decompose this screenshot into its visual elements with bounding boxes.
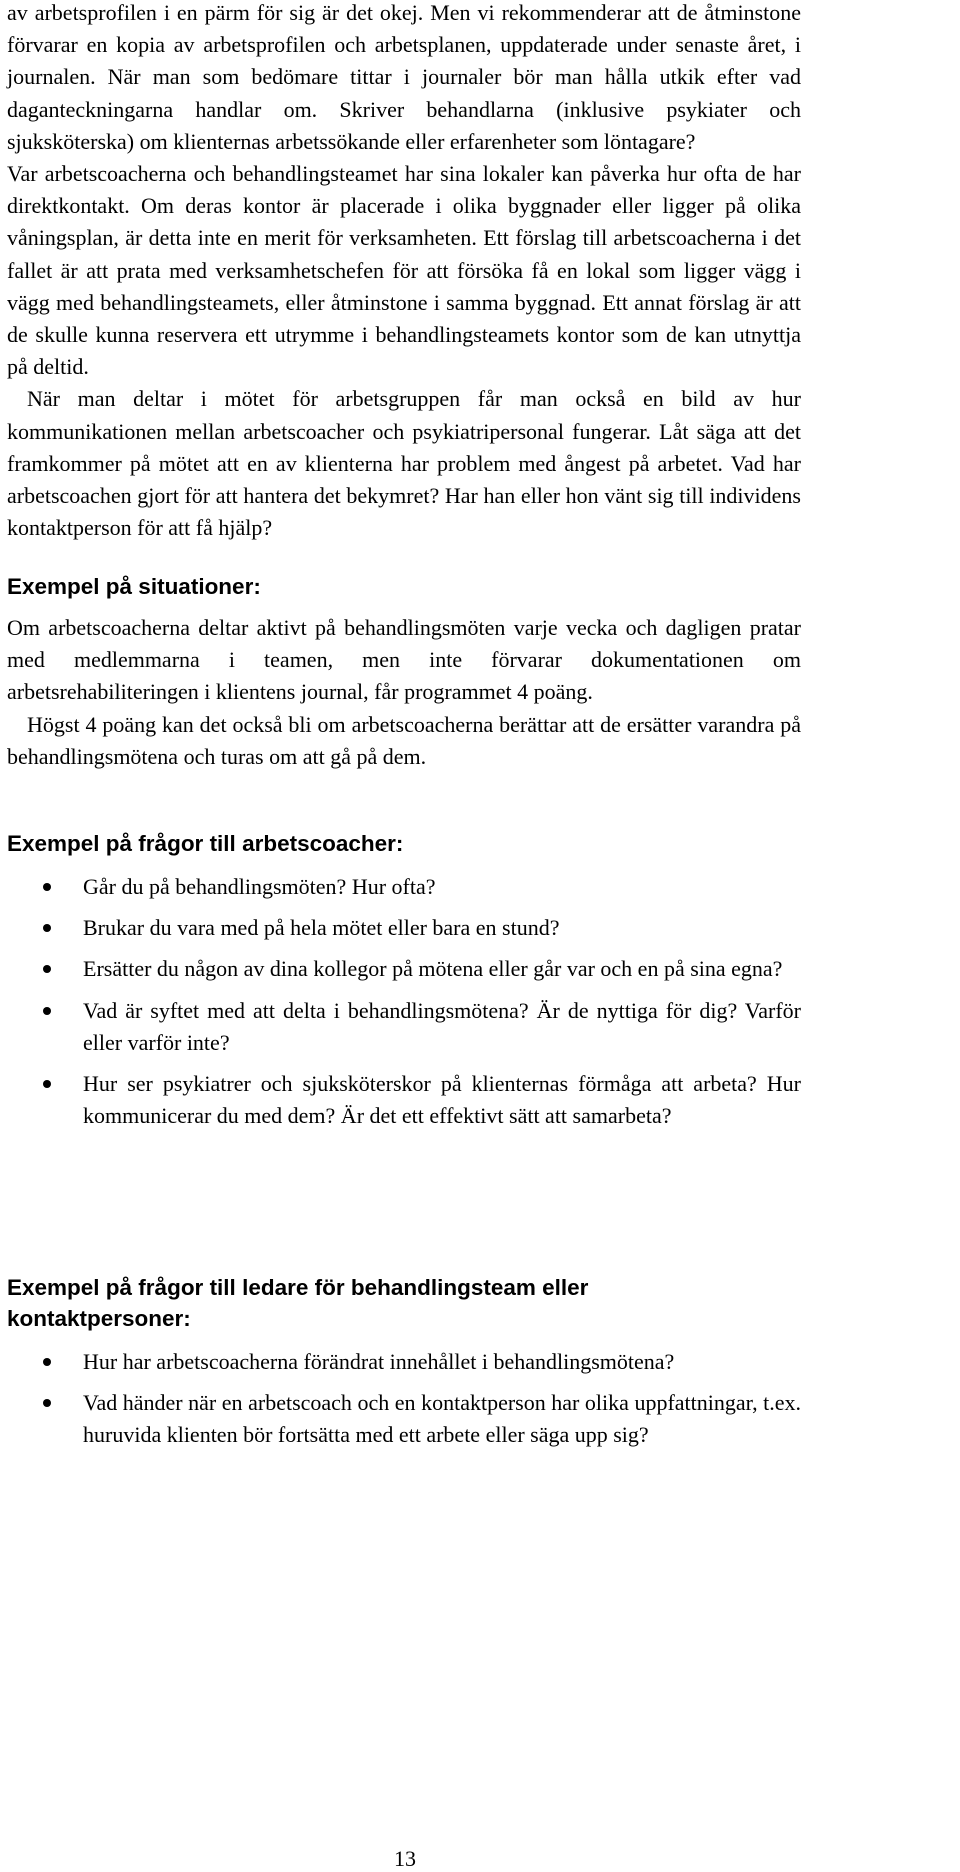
bullet-icon (43, 883, 51, 891)
situations-paragraph-1: Om arbetscoacherna deltar aktivt på behandlingsmöten varje vecka och dagligen pratar med medlemmarna i teamen, men inte förvarar dokumentationen om arbetsrehabiliteringen i klientens journal, får programmet 4 poäng. (7, 615, 801, 705)
coach-questions-heading: Exempel på frågor till arbetscoacher: (7, 831, 404, 856)
intro-text-4: När man deltar i mötet för arbetsgruppen får man också en bild av hur kommunikationen mellan arbetscoacher och psykiatripersonal fungerar. Låt säga att det framkommer på mötet att en av klienterna har problem med ångest på arbetet. Vad har arbetscoachen gjort för att hantera det bekymret? Har han eller hon vänt sig till individens kontaktperson för att få hjälp? (7, 386, 801, 541)
leader-questions-heading: Exempel på frågor till ledare för behandlingsteam eller kontaktpersoner: (7, 1275, 589, 1331)
bullet-icon (43, 965, 51, 973)
leader-questions-section (7, 1272, 801, 1452)
bullet-icon (43, 1399, 51, 1407)
bullet-icon (43, 1358, 51, 1366)
list-item: Vad händer när en arbetscoach och en kontaktperson har olika uppfattningar, t.ex. huruvida klienten bör fortsätta med ett arbete eller säga upp sig? (7, 1387, 801, 1451)
intro-paragraph (7, 0, 801, 158)
list-item: Hur ser psykiatrer och sjuksköterskor på klienternas förmåga att arbeta? Hur kommunicerar du med dem? Är det ett effektivt sätt att samarbeta? (7, 1068, 801, 1132)
intro-paragraph-3 (7, 383, 801, 544)
bullet-icon (43, 924, 51, 932)
list-item: Brukar du vara med på hela mötet eller bara en stund? (7, 912, 801, 944)
intro-paragraph-2 (7, 158, 801, 383)
coach-questions-list (7, 871, 801, 1132)
intro-text-3: Var arbetscoacherna och behandlingsteamet har sina lokaler kan påverka hur ofta de har direktkontakt. Om deras kontor är placerade i olika byggnader eller ligger på olika våningsplan, är detta inte en merit för verksamheten. Ett förslag till arbetscoacherna i det fallet är att prata med verksamhetschefen för att försöka få en lokal som ligger vägg i vägg med behandlingsteamets, eller åtminstone i samma byggnad. Ett annat förslag är att de skulle kunna reservera ett utrymme i behandlingsteamets kontor som de kan utnyttja på deltid. (7, 161, 801, 380)
situations-paragraph-2: Högst 4 poäng kan det också bli om arbetscoacherna berättar att de ersätter varandra på behandlingsmötena och turas om att gå på dem. (7, 711, 801, 769)
page-number: 13 (394, 1846, 416, 1871)
intro-text-1: av arbetsprofilen i en pärm för sig är det okej. Men vi rekommenderar att de åtminstone förvarar en kopia av arbetsprofilen och arbetsplanen, uppdaterade under senaste året, i journalen. När man som bedömare tittar i journaler bör man hålla utkik efter vad daganteckningarna handlar om. (7, 0, 801, 122)
situations-section (7, 572, 801, 773)
list-item: Vad är syftet med att delta i behandlingsmötena? Är de nyttiga för dig? Varför eller varför inte? (7, 995, 801, 1059)
list-item: Hur har arbetscoacherna förändrat innehållet i behandlingsmötena? (7, 1346, 801, 1378)
coach-questions-section (7, 829, 801, 1132)
list-item: Ersätter du någon av dina kollegor på mötena eller går var och en på sina egna? (7, 953, 801, 985)
bullet-icon (43, 1080, 51, 1088)
intro-text-2: Skriver behandlarna (inklusive psykiater och sjuksköterska) om klienternas arbetssökande eller erfarenheter som löntagare? (7, 96, 801, 154)
leader-questions-list (7, 1346, 801, 1452)
situations-heading: Exempel på situationer: (7, 574, 261, 599)
list-item: Går du på behandlingsmöten? Hur ofta? (7, 871, 801, 903)
intro-section (7, 0, 801, 544)
bullet-icon (43, 1007, 51, 1015)
